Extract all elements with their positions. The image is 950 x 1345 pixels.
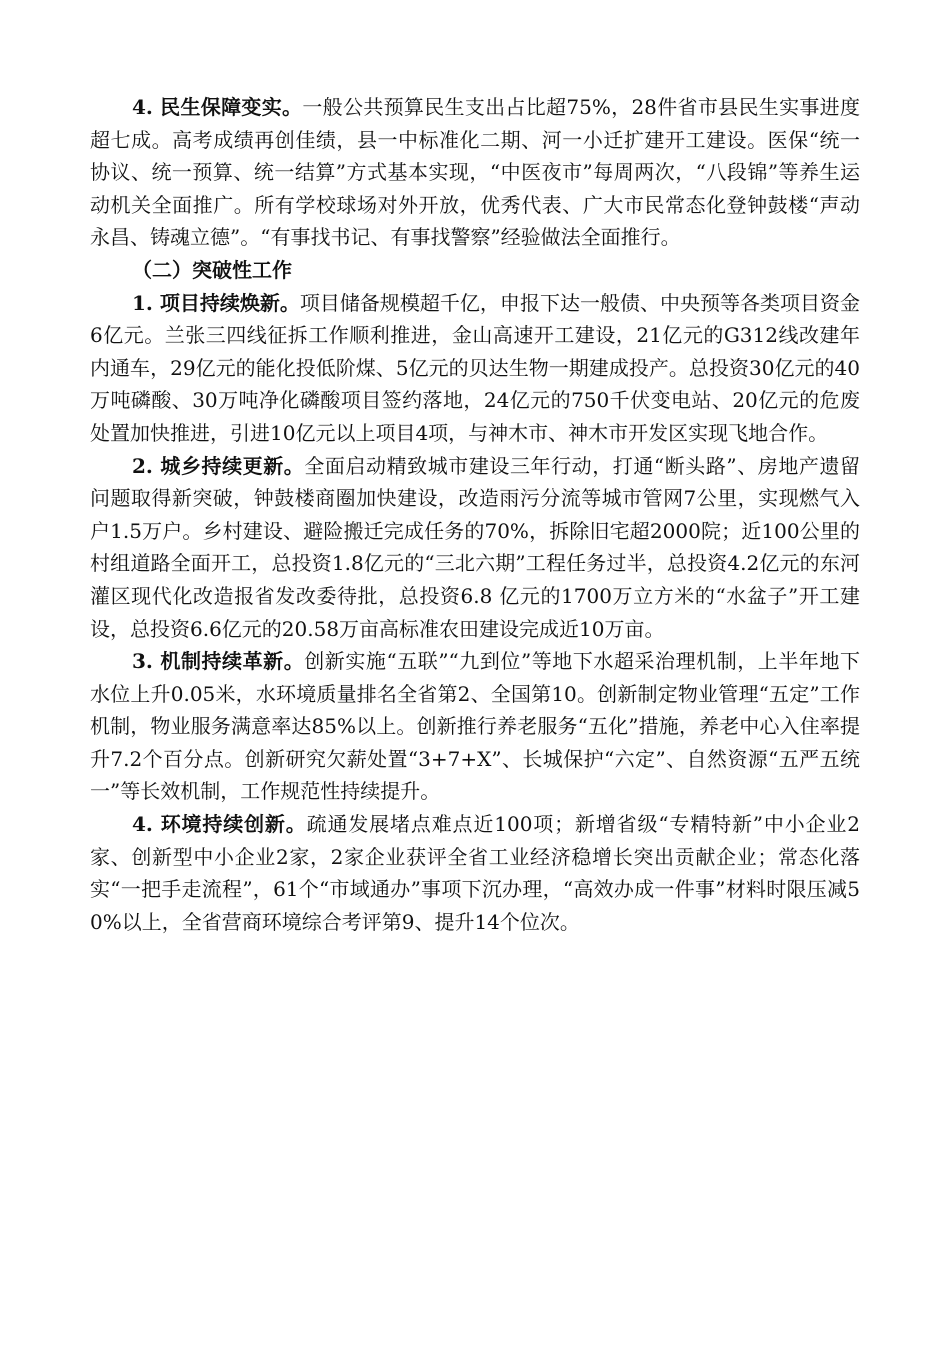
- document-page: [90, 91, 860, 938]
- paragraph-body: 全面启动精致城市建设三年行动，打通“断头路”、房地产遗留问题取得新突破，钟鼓楼商圈加快建设，改造雨污分流等城市管网7公里，实现燃气入户1.5万户。乡村建设、避险搬迁完成任务的70%，拆除旧宅超2000院；近100公里的村组道路全面开工，总投资1.8亿元的“三北六期”工程任务过半，总投资4.2亿元的东河灌区现代化改造报省发改委待批，总投资6.8 亿元的1700万立方米的“水盆子”开工建设，总投资6.6亿元的20.58万亩高标准农田建设完成近10万亩。: [90, 453, 861, 641]
- paragraph-body: 创新实施“五联”“九到位”等地下水超采治理机制，上半年地下水位上升0.05米，水环境质量排名全省第2、全国第10。创新制定物业管理“五定”工作机制，物业服务满意率达85%以上。创新推行养老服务“五化”措施，养老中心入住率提升7.2个百分点。创新研究欠薪处置“3+7+X”、长城保护“六定”、自然资源“五严五统一”等长效机制，工作规范性持续提升。: [90, 649, 860, 804]
- paragraph-livelihood: [90, 91, 860, 254]
- paragraph-lead: 4. 环境持续创新。: [132, 812, 307, 837]
- paragraph-lead: 4. 民生保障变实。: [132, 95, 303, 119]
- paragraph-body: 疏通发展堵点难点近100项；新增省级“专精特新”中小企业2家、创新型中小企业2家，2家企业获评全省工业经济稳增长突出贡献企业；常态化落实“一把手走流程”，61个“市域通办”事项下沉办理，“高效办成一件事”材料时限压减50%以上，全省营商环境综合考评第9、提升14个位次。: [90, 812, 860, 934]
- paragraph-lead: 3. 机制持续革新。: [132, 649, 305, 674]
- paragraph-lead: 2. 城乡持续更新。: [132, 453, 305, 478]
- paragraph-lead: 1. 项目持续焕新。: [132, 290, 300, 315]
- paragraph-body: 项目储备规模超千亿，申报下达一般债、中央预等各类项目资金6亿元。兰张三四线征拆工作顺利推进，金山高速开工建设，21亿元的G312线改建年内通车，29亿元的能化投低阶煤、5亿元的贝达生物一期建成投产。总投资30亿元的40万吨磷酸、30万吨净化磷酸项目签约落地，24亿元的750千伏变电站、20亿元的危废处置加快推进，引进10亿元以上项目4项，与神木市、神木市开发区实现飞地合作。: [90, 290, 861, 445]
- paragraph-environment: [90, 808, 860, 938]
- paragraph-body: 一般公共预算民生支出占比超75%，28件省市县民生实事进度超七成。高考成绩再创佳绩，县一中标准化二期、河一小迁扩建开工建设。医保“统一协议、统一预算、统一结算”方式基本实现，“中医夜市”每周两次，“八段锦”等养生运动机关全面推广。所有学校球场对外开放，优秀代表、广大市民常态化登钟鼓楼“声动永昌、铸魂立德”。“有事找书记、有事找警察”经验做法全面推行。: [90, 95, 860, 250]
- paragraph-projects: [90, 287, 860, 450]
- section-heading: （二）突破性工作: [132, 257, 292, 282]
- paragraph-mechanism: [90, 645, 860, 808]
- paragraph-urban-rural: [90, 450, 860, 646]
